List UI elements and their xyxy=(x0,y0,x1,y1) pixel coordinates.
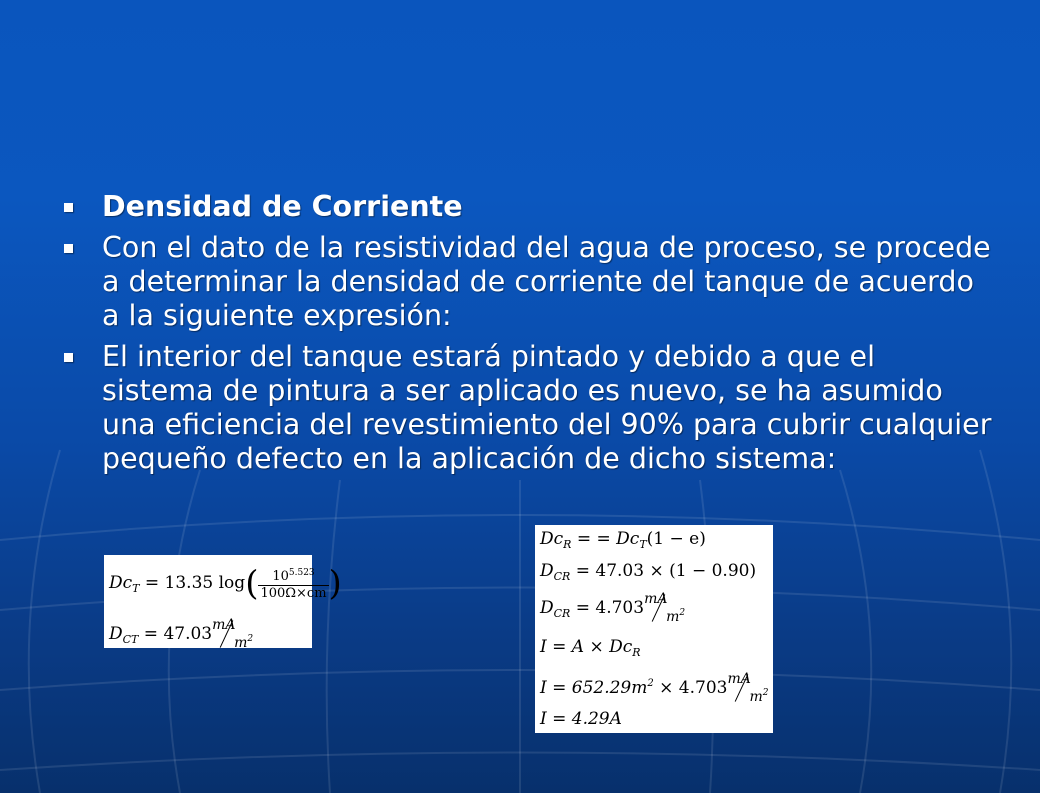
equation-dct-value: $D_{CT} = 47.03$ mA $m^2$ xyxy=(109,617,256,650)
equation-current-result: I = 4.29A xyxy=(540,709,622,729)
unit-ma-per-m2: mA $m^2$ xyxy=(212,617,254,651)
bullet-item-efficiency xyxy=(62,340,992,476)
equation-box-current-density xyxy=(104,555,342,651)
equation-dcr-value: $D_{CR} = 4.703$ mA $m^2$ xyxy=(540,591,688,624)
bullet-square-icon xyxy=(64,203,73,212)
bullet-square-icon xyxy=(64,244,73,253)
equation-box-current xyxy=(535,525,773,733)
equation-current-formula: $I = A \times Dc_R$ xyxy=(540,637,641,659)
bullet-text: El interior del tanque estará pintado y debido a que el sistema de pintura a ser aplicado es nuevo, se ha asumido una eficiencia del revestimiento del 90% para cubrir cualquier pequeño defecto en la aplicación de dicho sistema: xyxy=(102,340,992,475)
bullet-item-resistivity xyxy=(62,231,992,333)
unit-ma-per-m2: mA $m^2$ xyxy=(644,591,686,625)
bullet-text: Densidad de Corriente xyxy=(102,190,463,223)
equation-dcr-formula: $Dc_R$ = = $Dc_T(1 - e)$ xyxy=(540,529,706,551)
bullet-text: Con el dato de la resistividad del agua de proceso, se procede a determinar la densidad de corriente del tanque de acuerdo a la siguiente expresión: xyxy=(102,231,991,332)
bullet-square-icon xyxy=(64,353,73,362)
bullet-list xyxy=(62,190,992,483)
equation-dcr-substitution: $D_{CR} = 47.03 \times (1 - 0.90)$ xyxy=(540,561,757,583)
unit-ma-per-m2: mA $m^2$ xyxy=(727,671,769,705)
equation-current-substitution: $I = 652.29m^2 \times 4.703$ mA $m^2$ xyxy=(540,671,771,701)
bullet-item-title xyxy=(62,190,992,224)
equation-dct-log: $Dc_T = 13.35$ log( $\frac{10^{5.523}}{100\Omega\times cm}$ ) xyxy=(109,563,342,604)
